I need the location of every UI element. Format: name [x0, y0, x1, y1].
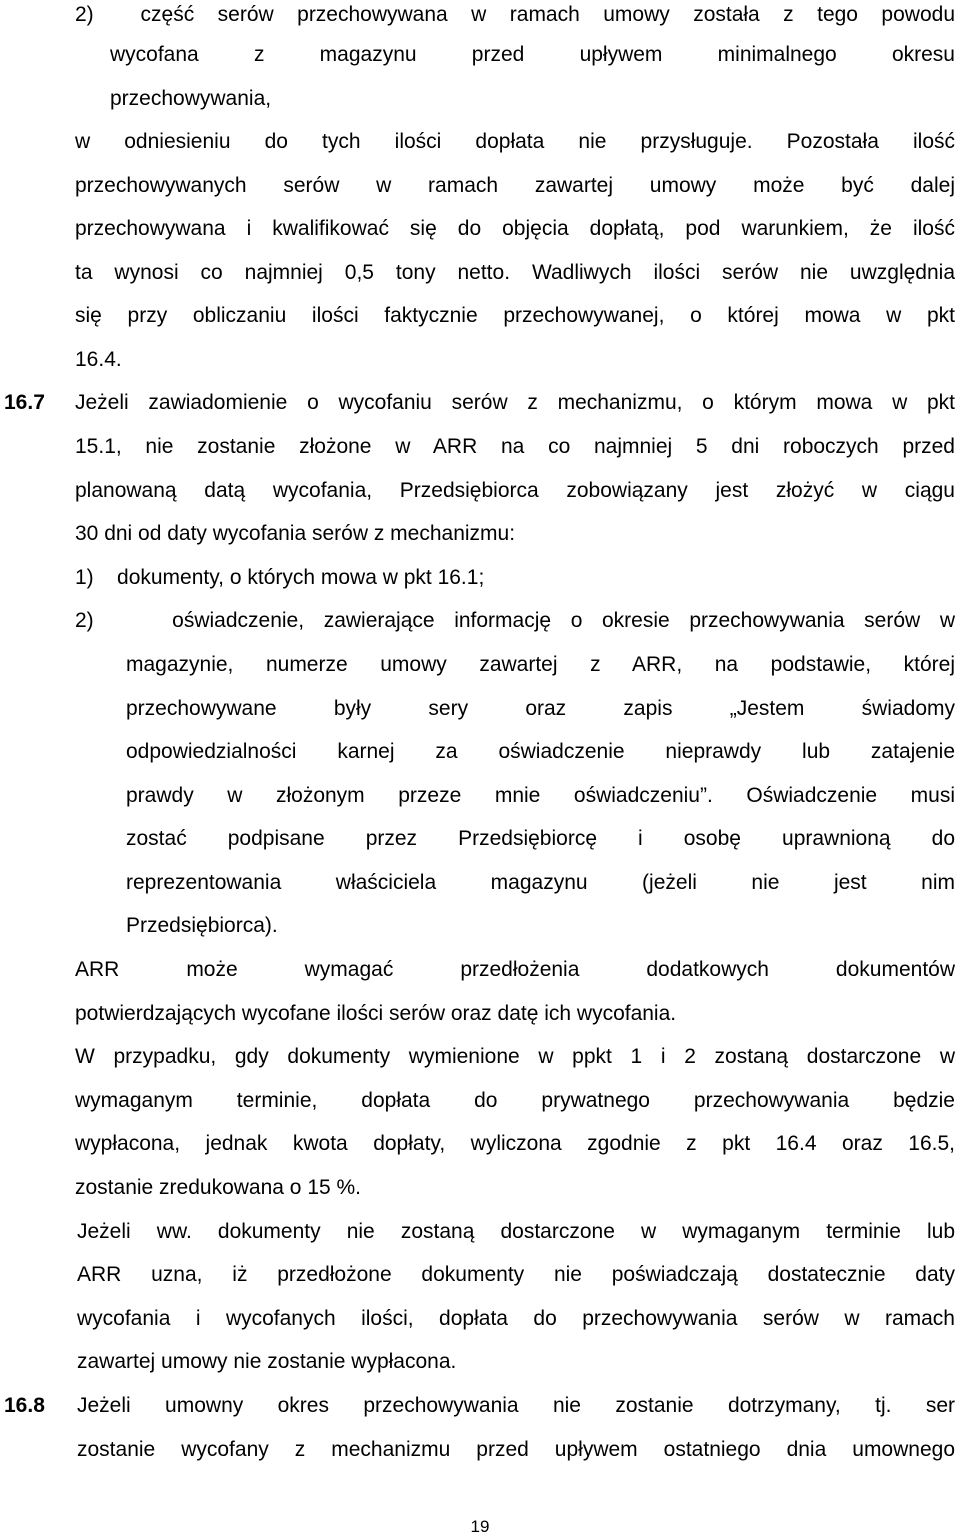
text-line: wymaganym terminie, dopłata do prywatnego przechowywania będzie: [75, 1089, 955, 1112]
text-line: Jeżeli ww. dokumenty nie zostaną dostarczone w wymaganym terminie lub: [77, 1220, 955, 1243]
text-line: 16.4.: [75, 348, 122, 371]
text-line: przechowywana i kwalifikować się do objęcia dopłatą, pod warunkiem, że ilość: [75, 217, 955, 240]
text-line: Jeżeli umowny okres przechowywania nie zostanie dotrzymany, tj. ser: [77, 1394, 955, 1417]
text-line: odpowiedzialności karnej za oświadczenie nieprawdy lub zatajenie: [126, 740, 955, 763]
text-line: potwierdzających wycofane ilości serów oraz datę ich wycofania.: [75, 1002, 677, 1025]
text-line: w odniesieniu do tych ilości dopłata nie przysługuje. Pozostała ilość: [75, 130, 955, 153]
text-line: magazynie, numerze umowy zawartej z ARR, na podstawie, której: [126, 653, 955, 676]
text-line: Przedsiębiorca).: [126, 914, 278, 937]
text-line: się przy obliczaniu ilości faktycznie przechowywanej, o której mowa w pkt: [75, 304, 955, 327]
text-line: 15.1, nie zostanie złożone w ARR na co najmniej 5 dni roboczych przed: [75, 435, 955, 458]
text-line: ARR uzna, iż przedłożone dokumenty nie poświadczają dostatecznie daty: [77, 1263, 955, 1286]
text-line: 2) część serów przechowywana w ramach umowy została z tego powodu: [75, 3, 955, 26]
text-line: 1) dokumenty, o których mowa w pkt 16.1;: [75, 566, 485, 589]
text-line: reprezentowania właściciela magazynu (jeżeli nie jest nim: [126, 871, 955, 894]
text-line: 30 dni od daty wycofania serów z mechanizmu:: [75, 522, 516, 545]
text-line: zostać podpisane przez Przedsiębiorcę i osobę uprawnioną do: [126, 827, 955, 850]
text-line: W przypadku, gdy dokumenty wymienione w ppkt 1 i 2 zostaną dostarczone w: [75, 1045, 955, 1068]
section-number: 16.8: [4, 1394, 45, 1417]
text-line: zostanie zredukowana o 15 %.: [75, 1176, 362, 1199]
text-line: 2) oświadczenie, zawierające informację o okresie przechowywania serów w: [75, 609, 955, 632]
text-line: Jeżeli zawiadomienie o wycofaniu serów z mechanizmu, o którym mowa w pkt: [75, 391, 955, 414]
section-number: 16.7: [4, 391, 45, 414]
page-number: 19: [470, 1517, 490, 1536]
text-line: przechowywania,: [110, 87, 272, 110]
text-line: zawartej umowy nie zostanie wypłacona.: [77, 1350, 457, 1373]
text-line: wycofania i wycofanych ilości, dopłata do przechowywania serów w ramach: [77, 1307, 955, 1330]
text-line: planowaną datą wycofania, Przedsiębiorca zobowiązany jest złożyć w ciągu: [75, 479, 955, 502]
text-line: ARR może wymagać przedłożenia dodatkowych dokumentów: [75, 958, 955, 981]
text-line: zostanie wycofany z mechanizmu przed upływem ostatniego dnia umownego: [77, 1438, 955, 1461]
text-line: ta wynosi co najmniej 0,5 tony netto. Wadliwych ilości serów nie uwzględnia: [75, 261, 955, 284]
text-line: wycofana z magazynu przed upływem minimalnego okresu: [110, 43, 955, 66]
text-line: przechowywane były sery oraz zapis „Jestem świadomy: [126, 697, 955, 720]
text-line: wypłacona, jednak kwota dopłaty, wyliczona zgodnie z pkt 16.4 oraz 16.5,: [75, 1132, 955, 1155]
text-line: przechowywanych serów w ramach zawartej umowy może być dalej: [75, 174, 955, 197]
text-line: prawdy w złożonym przeze mnie oświadczeniu”. Oświadczenie musi: [126, 784, 955, 807]
